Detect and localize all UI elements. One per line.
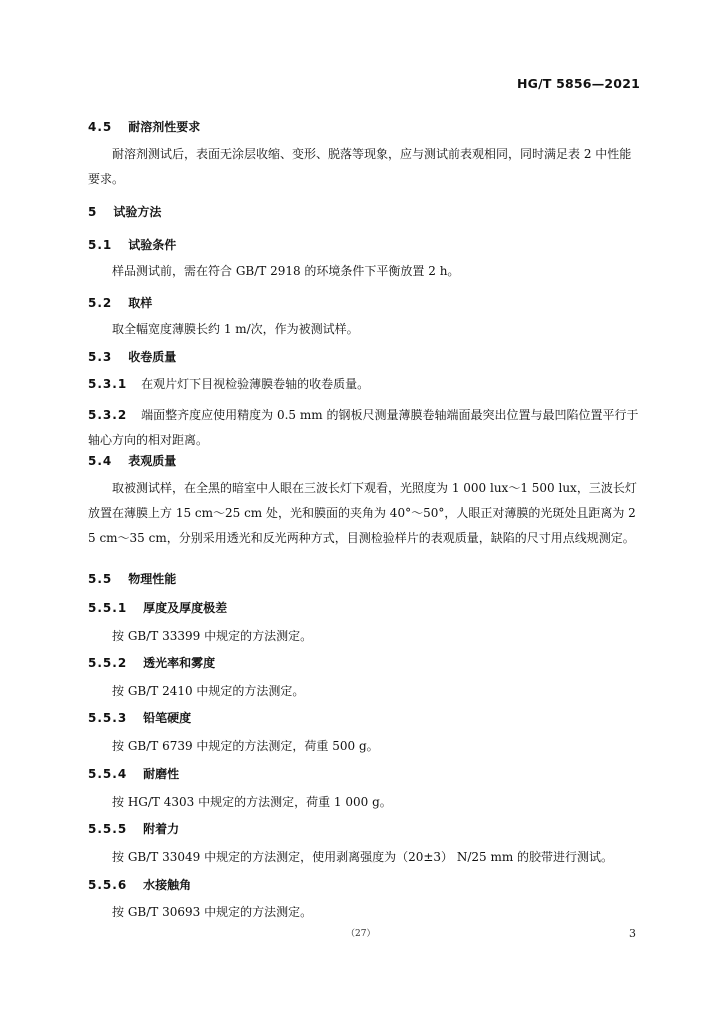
section-title: 取样 [128, 296, 153, 310]
section-number: 5.2 [88, 296, 113, 310]
section-title: 铅笔硬度 [143, 711, 192, 725]
heading-5-3 [88, 348, 176, 365]
section-title: 试验方法 [113, 205, 162, 219]
section-title: 物理性能 [128, 572, 177, 586]
heading-5-4 [88, 452, 176, 469]
page-number: 3 [629, 927, 636, 940]
heading-5 [88, 203, 161, 220]
heading-5-5-4 [88, 765, 179, 782]
sheet-marker: （27） [346, 929, 376, 939]
section-number: 4.5 [88, 120, 113, 134]
paragraph-5-5-3: 按 GB/T 6739 中规定的方法测定，荷重 500 g。 [112, 739, 379, 753]
heading-5-1 [88, 236, 176, 253]
heading-5-5-1 [88, 599, 227, 616]
section-title: 表观质量 [128, 454, 177, 468]
heading-4-5 [88, 118, 200, 135]
paragraph-5-5-5: 按 GB/T 33049 中规定的方法测定，使用剥离强度为（20±3） N/25 mm 的胶带进行测试。 [112, 850, 614, 864]
section-number: 5.5.2 [88, 656, 128, 670]
heading-5-5-3 [88, 709, 191, 726]
heading-5-5-2 [88, 654, 215, 671]
paragraph-5-3-2 [88, 403, 640, 453]
paragraph-5-3-1 [88, 372, 640, 397]
section-number: 5.3 [88, 350, 113, 364]
section-title: 水接触角 [143, 878, 192, 892]
paragraph-5-5-4: 按 HG/T 4303 中规定的方法测定，荷重 1 000 g。 [112, 795, 392, 809]
heading-5-5-5 [88, 820, 179, 837]
paragraph-5-5-1: 按 GB/T 33399 中规定的方法测定。 [112, 629, 313, 643]
paragraph-text: 在观片灯下目视检验薄膜卷轴的收卷质量。 [141, 377, 370, 391]
heading-5-2 [88, 294, 152, 311]
section-title: 试验条件 [128, 238, 177, 252]
heading-5-5-6 [88, 876, 191, 893]
paragraph-4-5: 耐溶剂测试后，表面无涂层收缩、变形、脱落等现象，应与测试前表观相同，同时满足表 2 中性能要求。 [88, 147, 632, 186]
section-title: 收卷质量 [128, 350, 177, 364]
paragraph-5-4: 取被测试样，在全黑的暗室中人眼在三波长灯下观看，光照度为 1 000 lux～1 500 lux，三波长灯放置在薄膜上方 15 cm～25 cm 处，光和膜面的夹角为 40°～50°，人眼正对薄膜的光斑处且距离为 25 cm～35 cm，分别采用透光和反光两种方式，目测检验样片的表观质量，缺陷的尺寸用点线规测定。 [88, 481, 637, 545]
section-title: 透光率和雾度 [143, 656, 216, 670]
section-number: 5.5.1 [88, 601, 128, 615]
section-number: 5.5.6 [88, 878, 128, 892]
section-number: 5.3.1 [88, 377, 128, 391]
paragraph-5-1: 样品测试前，需在符合 GB/T 2918 的环境条件下平衡放置 2 h。 [112, 264, 460, 278]
paragraph-5-2: 取全幅宽度薄膜长约 1 m/次，作为被测试样。 [112, 322, 359, 336]
section-title: 耐溶剂性要求 [128, 120, 201, 134]
section-number: 5.4 [88, 454, 113, 468]
section-number: 5.5.5 [88, 822, 128, 836]
section-number: 5.3.2 [88, 408, 128, 422]
section-title: 厚度及厚度极差 [143, 601, 228, 615]
standard-code: HG/T 5856—2021 [516, 76, 640, 91]
section-number: 5.1 [88, 238, 113, 252]
paragraph-text: 端面整齐度应使用精度为 0.5 mm 的钢板尺测量薄膜卷轴端面最突出位置与最凹陷位置平行于轴心方向的相对距离。 [88, 408, 639, 447]
section-number: 5.5 [88, 572, 113, 586]
section-number: 5.5.3 [88, 711, 128, 725]
section-title: 耐磨性 [143, 767, 180, 781]
section-title: 附着力 [143, 822, 180, 836]
section-number: 5.5.4 [88, 767, 128, 781]
paragraph-5-5-2: 按 GB/T 2410 中规定的方法测定。 [112, 684, 305, 698]
paragraph-5-5-6: 按 GB/T 30693 中规定的方法测定。 [112, 905, 313, 919]
heading-5-5 [88, 570, 176, 587]
section-number: 5 [88, 205, 98, 219]
